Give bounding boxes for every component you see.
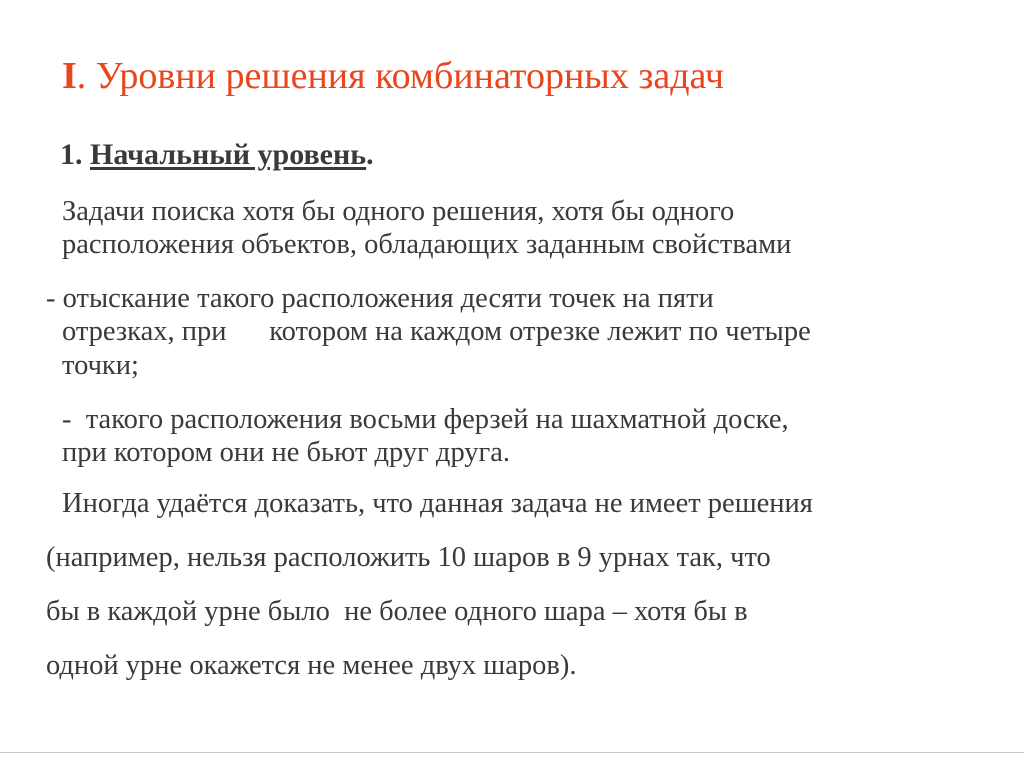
title-roman-numeral: I <box>62 55 77 97</box>
paragraph-line: отрезках, при котором на каждом отрезке лежит по четыре <box>62 316 811 347</box>
heading-period: . <box>366 138 374 171</box>
section-heading <box>60 138 374 172</box>
title-text: . Уровни решения комбинаторных задач <box>76 55 725 97</box>
heading-text: Начальный уровень <box>90 138 367 171</box>
paragraph-line: одной урне окажется не менее двух шаров). <box>46 650 577 681</box>
paragraph-line: точки; <box>62 350 139 381</box>
paragraph-line: - отыскание такого расположения десяти точек на пяти <box>46 283 714 314</box>
paragraph-line: - такого расположения восьми ферзей на шахматной доске, <box>62 404 789 435</box>
paragraph-line: бы в каждой урне было не более одного шара – хотя бы в <box>46 596 748 627</box>
bottom-divider <box>0 752 1024 753</box>
paragraph-line: (например, нельзя расположить 10 шаров в 9 урнах так, что <box>46 542 771 573</box>
paragraph-line: Иногда удаётся доказать, что данная задача не имеет решения <box>62 488 813 519</box>
slide-title <box>62 54 724 100</box>
paragraph-line: Задачи поиска хотя бы одного решения, хотя бы одного <box>62 196 735 227</box>
paragraph-line: расположения объектов, обладающих заданным свойствами <box>62 229 792 260</box>
paragraph-line: при котором они не бьют друг друга. <box>62 437 511 468</box>
heading-number: 1. <box>60 138 90 171</box>
